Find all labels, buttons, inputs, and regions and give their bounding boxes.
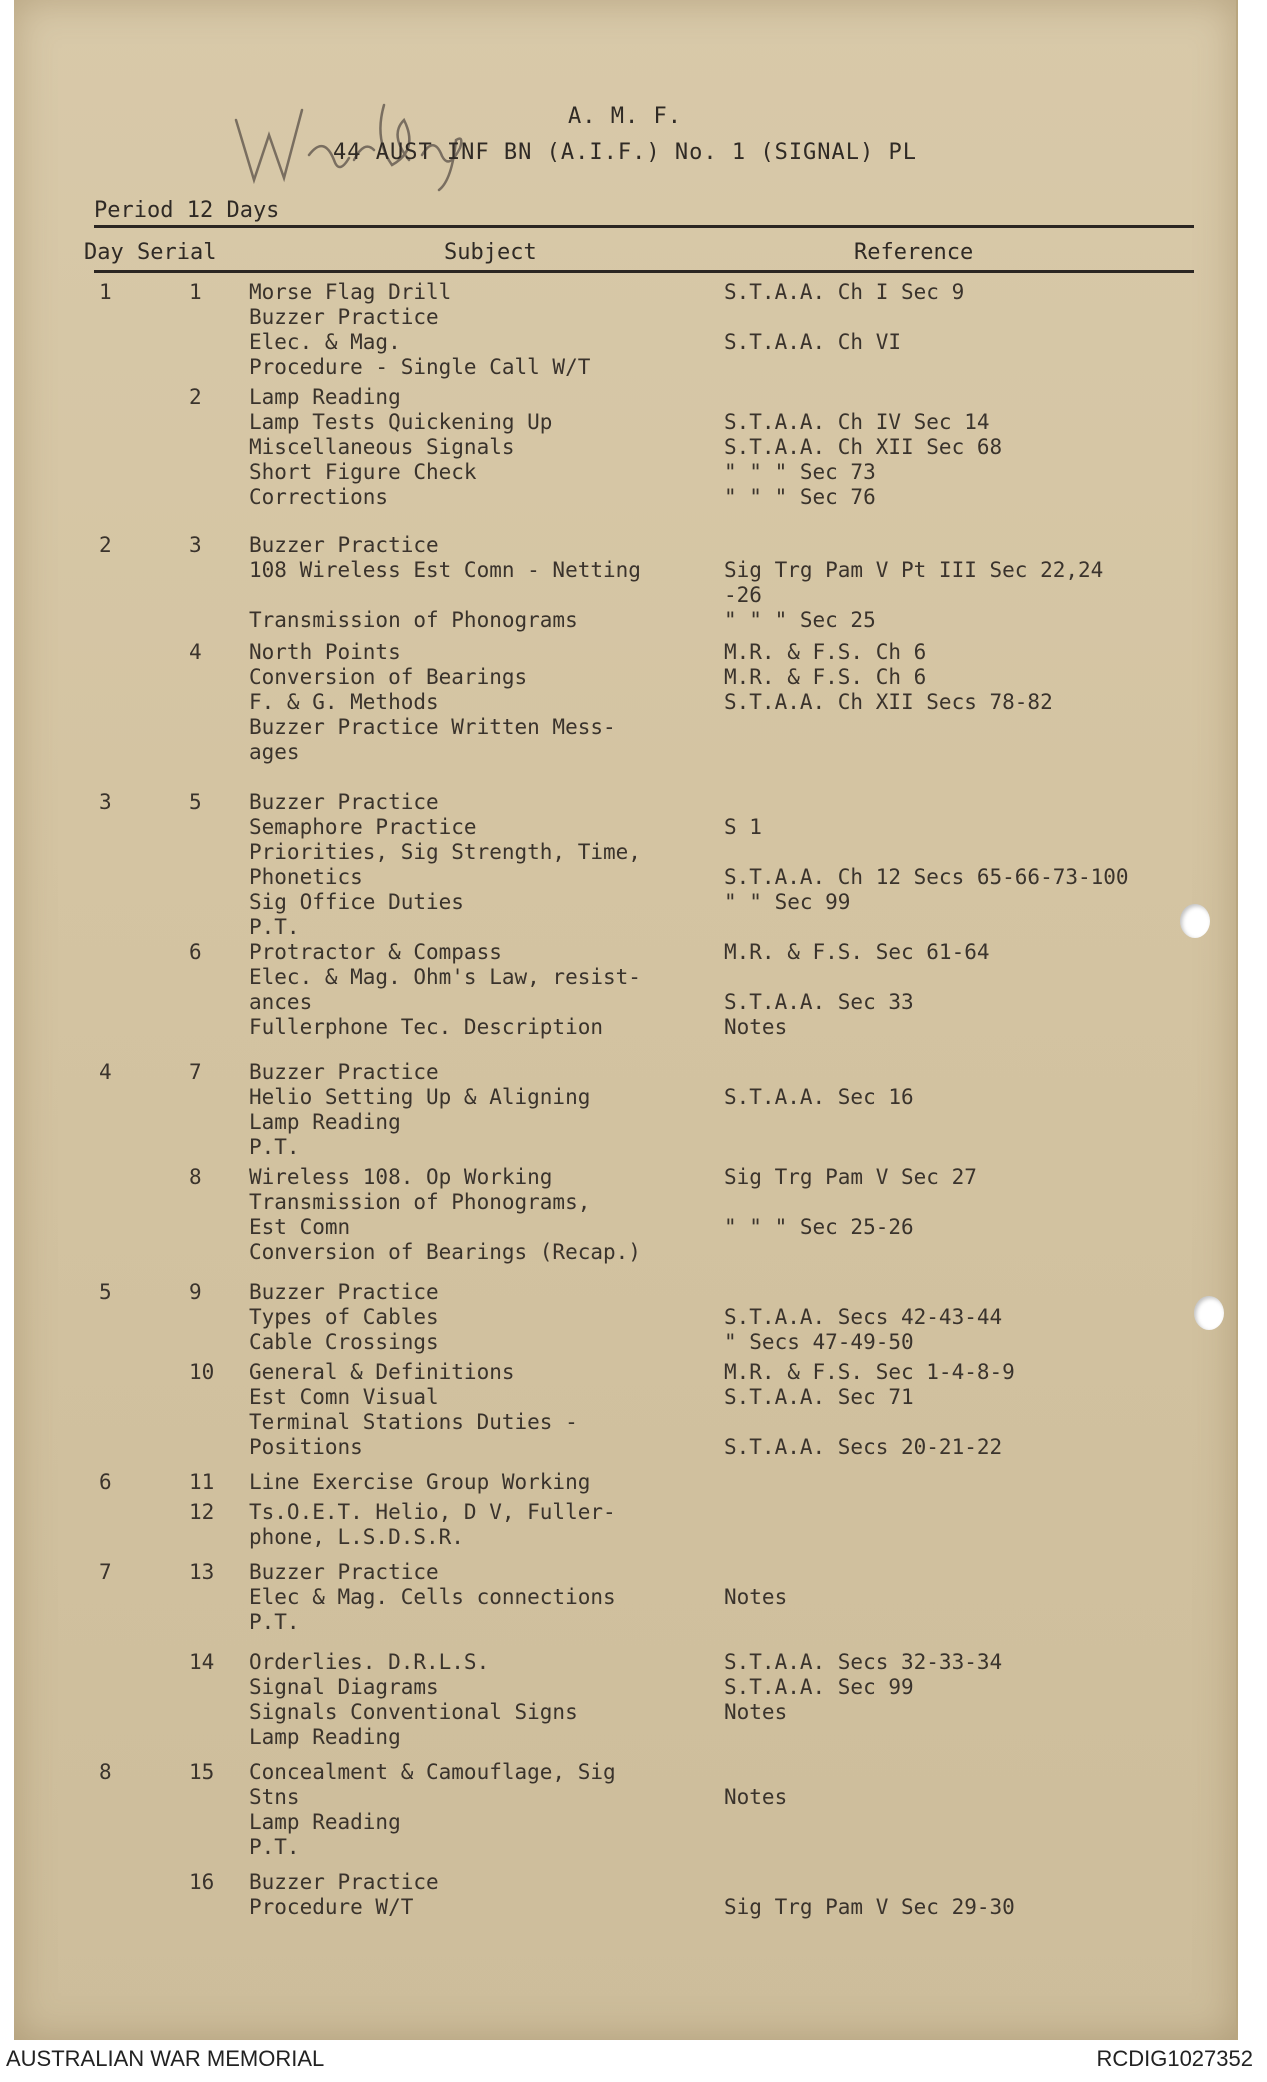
subject-line: P.T.	[249, 915, 300, 939]
serial-number: 8	[189, 1165, 202, 1189]
header-amf: A. M. F.	[568, 104, 682, 129]
serial-number: 10	[189, 1360, 215, 1384]
day-number: 4	[99, 1060, 112, 1084]
subject-line: Est Comn Visual	[249, 1385, 439, 1409]
reference-line: S.T.A.A. Ch XII Secs 78-82	[724, 690, 1053, 714]
reference-line: Sig Trg Pam V Pt III Sec 22,24	[724, 558, 1104, 582]
day-number: 1	[99, 280, 112, 304]
serial-number: 6	[189, 940, 202, 964]
reference-line: Sig Trg Pam V Sec 27	[724, 1165, 977, 1189]
subject-line: General & Definitions	[249, 1360, 515, 1384]
subject-line: North Points	[249, 640, 401, 664]
subject-line: Buzzer Practice	[249, 790, 439, 814]
reference-line: M.R. & F.S. Ch 6	[724, 640, 927, 664]
subject-line: Positions	[249, 1435, 363, 1459]
subject-line: Concealment & Camouflage, Sig	[249, 1760, 616, 1784]
subject-line: Sig Office Duties	[249, 890, 464, 914]
subject-line: Procedure W/T	[249, 1895, 414, 1919]
subject-line: Lamp Reading	[249, 1810, 401, 1834]
subject-line: Miscellaneous Signals	[249, 435, 515, 459]
reference-line: S.T.A.A. Sec 71	[724, 1385, 914, 1409]
serial-number: 2	[189, 385, 202, 409]
reference-line: Sig Trg Pam V Sec 29-30	[724, 1895, 1015, 1919]
reference-line: " " " Sec 25-26	[724, 1215, 914, 1239]
serial-number: 16	[189, 1870, 215, 1894]
serial-number: 11	[189, 1470, 215, 1494]
period-label: Period 12 Days	[94, 198, 280, 223]
reference-line: S.T.A.A. Ch XII Sec 68	[724, 435, 1003, 459]
reference-line: " " " Sec 76	[724, 485, 876, 509]
reference-line: S.T.A.A. Secs 32-33-34	[724, 1650, 1003, 1674]
reference-line: Notes	[724, 1585, 788, 1609]
subject-line: Line Exercise Group Working	[249, 1470, 591, 1494]
top-rule	[94, 225, 1194, 228]
reference-line: S.T.A.A. Secs 20-21-22	[724, 1435, 1003, 1459]
reference-line: M.R. & F.S. Sec 1-4-8-9	[724, 1360, 1015, 1384]
subject-line: Priorities, Sig Strength, Time,	[249, 840, 641, 864]
subject-line: Wireless 108. Op Working	[249, 1165, 553, 1189]
serial-number: 7	[189, 1060, 202, 1084]
subject-line: Fullerphone Tec. Description	[249, 1015, 604, 1039]
subject-line: Buzzer Practice	[249, 1560, 439, 1584]
subject-line: Buzzer Practice	[249, 1870, 439, 1894]
subject-line: Elec & Mag. Cells connections	[249, 1585, 616, 1609]
header-rule	[94, 270, 1194, 273]
subject-line: Lamp Reading	[249, 1725, 401, 1749]
subject-line: Stns	[249, 1785, 300, 1809]
reference-line: S.T.A.A. Secs 42-43-44	[724, 1305, 1003, 1329]
day-number: 7	[99, 1560, 112, 1584]
subject-line: Est Comn	[249, 1215, 351, 1239]
document-page	[14, 0, 1238, 2040]
reference-line: S.T.A.A. Sec 99	[724, 1675, 914, 1699]
subject-line: Orderlies. D.R.L.S.	[249, 1650, 490, 1674]
reference-line: S.T.A.A. Ch VI	[724, 330, 902, 354]
subject-line: Buzzer Practice	[249, 305, 439, 329]
reference-line: S.T.A.A. Ch 12 Secs 65-66-73-100	[724, 865, 1129, 889]
subject-line: Semaphore Practice	[249, 815, 477, 839]
col-day-serial: Day Serial	[84, 240, 217, 265]
subject-line: Lamp Reading	[249, 1110, 401, 1134]
subject-line: Elec. & Mag.	[249, 330, 401, 354]
subject-line: Ts.O.E.T. Helio, D V, Fuller-	[249, 1500, 616, 1524]
reference-line: -26	[724, 583, 762, 607]
day-number: 6	[99, 1470, 112, 1494]
subject-line: Terminal Stations Duties -	[249, 1410, 578, 1434]
subject-line: Transmission of Phonograms,	[249, 1190, 591, 1214]
serial-number: 1	[189, 280, 202, 304]
subject-line: Helio Setting Up & Aligning	[249, 1085, 591, 1109]
subject-line: Procedure - Single Call W/T	[249, 355, 591, 379]
serial-number: 12	[189, 1500, 215, 1524]
reference-line: S.T.A.A. Ch IV Sec 14	[724, 410, 990, 434]
day-number: 2	[99, 533, 112, 557]
day-number: 5	[99, 1280, 112, 1304]
day-number: 8	[99, 1760, 112, 1784]
subject-line: Signal Diagrams	[249, 1675, 439, 1699]
serial-number: 15	[189, 1760, 215, 1784]
subject-line: Transmission of Phonograms	[249, 608, 578, 632]
subject-line: F. & G. Methods	[249, 690, 439, 714]
reference-line: M.R. & F.S. Ch 6	[724, 665, 927, 689]
reference-line: S.T.A.A. Sec 33	[724, 990, 914, 1014]
footer-id: RCDIG1027352	[1096, 2046, 1253, 2071]
reference-line: " " Sec 99	[724, 890, 851, 914]
subject-line: Buzzer Practice	[249, 1060, 439, 1084]
reference-line: M.R. & F.S. Sec 61-64	[724, 940, 990, 964]
subject-line: Lamp Reading	[249, 385, 401, 409]
footer-archive: AUSTRALIAN WAR MEMORIAL	[6, 2046, 325, 2071]
punch-hole	[1194, 1296, 1224, 1330]
col-subject: Subject	[444, 240, 537, 265]
reference-line: Notes	[724, 1700, 788, 1724]
subject-line: Conversion of Bearings (Recap.)	[249, 1240, 641, 1264]
subject-line: Lamp Tests Quickening Up	[249, 410, 553, 434]
header-unit: 44 AUST INF BN (A.I.F.) No. 1 (SIGNAL) PL	[332, 140, 918, 165]
subject-line: phone, L.S.D.S.R.	[249, 1525, 464, 1549]
reference-line: Notes	[724, 1015, 788, 1039]
punch-hole	[1180, 904, 1210, 938]
subject-line: Conversion of Bearings	[249, 665, 528, 689]
subject-line: Signals Conventional Signs	[249, 1700, 578, 1724]
subject-line: P.T.	[249, 1835, 300, 1859]
serial-number: 14	[189, 1650, 215, 1674]
subject-line: Elec. & Mag. Ohm's Law, resist-	[249, 965, 641, 989]
subject-line: ages	[249, 740, 300, 764]
reference-line: Notes	[724, 1785, 788, 1809]
reference-line: S.T.A.A. Sec 16	[724, 1085, 914, 1109]
subject-line: Cable Crossings	[249, 1330, 439, 1354]
subject-line: Buzzer Practice Written Mess-	[249, 715, 616, 739]
subject-line: Morse Flag Drill	[249, 280, 452, 304]
reference-line: " " " Sec 25	[724, 608, 876, 632]
reference-line: " " " Sec 73	[724, 460, 876, 484]
serial-number: 4	[189, 640, 202, 664]
serial-number: 5	[189, 790, 202, 814]
subject-line: Short Figure Check	[249, 460, 477, 484]
serial-number: 3	[189, 533, 202, 557]
serial-number: 13	[189, 1560, 215, 1584]
subject-line: P.T.	[249, 1610, 300, 1634]
subject-line: Buzzer Practice	[249, 1280, 439, 1304]
day-number: 3	[99, 790, 112, 814]
subject-line: Phonetics	[249, 865, 363, 889]
subject-line: Corrections	[249, 485, 389, 509]
serial-number: 9	[189, 1280, 202, 1304]
reference-line: " Secs 47-49-50	[724, 1330, 914, 1354]
reference-line: S.T.A.A. Ch I Sec 9	[724, 280, 965, 304]
subject-line: Protractor & Compass	[249, 940, 502, 964]
reference-line: S 1	[724, 815, 762, 839]
handwritten-note-text: War Diary	[224, 80, 230, 81]
subject-line: Buzzer Practice	[249, 533, 439, 557]
subject-line: ances	[249, 990, 313, 1014]
subject-line: 108 Wireless Est Comn - Netting	[249, 558, 641, 582]
subject-line: P.T.	[249, 1135, 300, 1159]
subject-line: Types of Cables	[249, 1305, 439, 1329]
col-reference: Reference	[854, 240, 974, 265]
